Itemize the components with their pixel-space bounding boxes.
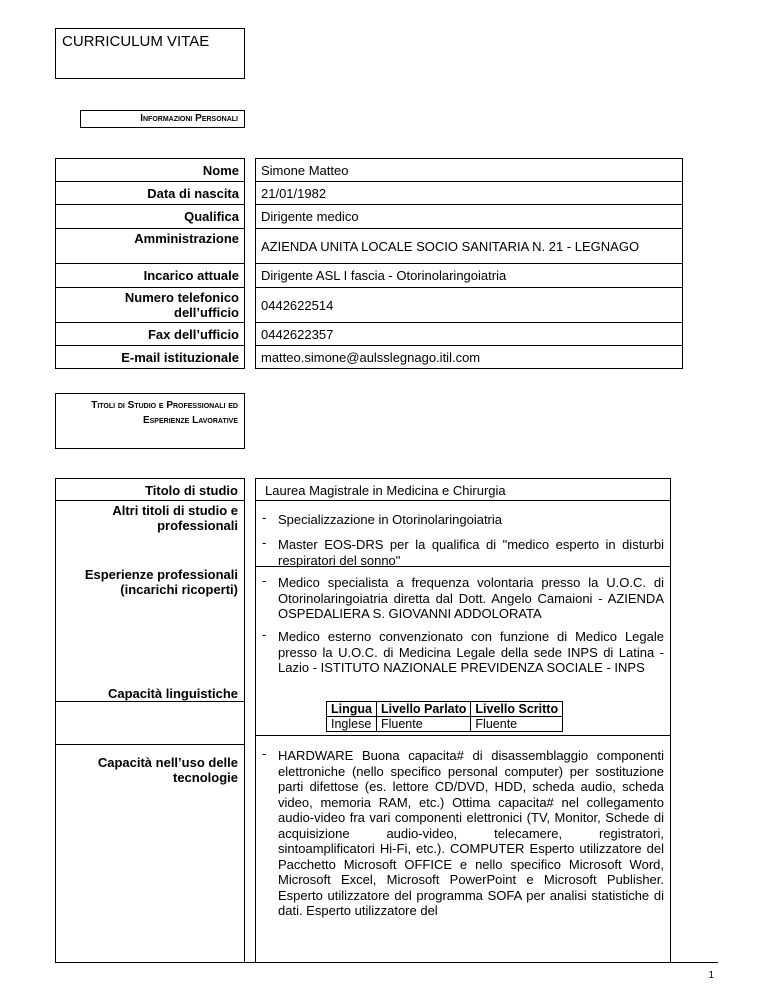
lang-header-lingua: Lingua (327, 702, 377, 717)
label-altri-titoli: Altri titoli di studio e professionali (112, 503, 238, 533)
page-number: 1 (708, 970, 714, 981)
label-fax: Fax dell’ufficio (56, 323, 245, 346)
lang-value-lingua: Inglese (327, 717, 377, 732)
label-esperienze: Esperienze professionali (incarichi ricoperti) (84, 567, 238, 597)
cv-title: CURRICULUM VITAE (62, 33, 210, 50)
label-lingue: Capacità linguistiche (107, 686, 238, 701)
label-qualifica: Qualifica (56, 205, 245, 229)
label-nome: Nome (56, 159, 245, 182)
list-item: - Specializzazione in Otorinolaringoiatria (262, 510, 503, 527)
label-incarico: Incarico attuale (56, 264, 245, 288)
table-row (327, 717, 563, 732)
list-item: - Medico esterno convenzionato con funzione di Medico Legale presso la U.O.C. di Medicina Legale della sede INPS di Latina - Lazio - ISTITUTO NAZIONALE PREVIDENZA SOCIALE - INPS (262, 627, 664, 675)
value-amministrazione: AZIENDA UNITA LOCALE SOCIO SANITARIA N. 21 - LEGNAGO (256, 229, 683, 264)
section-studies: Titoli di Studio e Professionali ed Esperienze Lavorative (55, 393, 245, 449)
table-row (56, 229, 683, 264)
lang-value-scritto: Fluente (471, 717, 563, 732)
value-nome: Simone Matteo (256, 159, 683, 182)
table-row (56, 159, 683, 182)
list-item: - Master EOS-DRS per la qualifica di "medico esperto in disturbi respiratori del sonno" (262, 535, 664, 568)
value-data-nascita: 21/01/1982 (256, 182, 683, 205)
value-email: matteo.simone@aulsslegnago.itil.com (256, 346, 683, 369)
value-titolo-studio: Laurea Magistrale in Medicina e Chirurgia (265, 483, 506, 498)
label-titolo-studio: Titolo di studio (145, 483, 238, 498)
footer-divider (55, 962, 718, 963)
list-item: - HARDWARE Buona capacita# di disassemblaggio componenti elettroniche (nello specifico personal computer) per sostituzione parti difettose (es. lettore CD/DVD, HDD, scheda audio, scheda video, memoria RAM, etc.) Ottima capacita# nel collegamento audio-video fra vari componenti elettronici (TV, Monitor, Schede di acquisizione audio-video, telecamere, registratori, sintoamplificatori Hi-Fi, etc.). COMPUTER Esperto utilizzatore del Pacchetto Microsoft OFFICE e nello specifico Microsoft Word, Microsoft Excel, Microsoft PowerPoint e Microsoft Publisher. Esperto utilizzatore del programma SOFA per analisi statistiche di dati. Esperto utilizzatore del (262, 746, 664, 918)
cv-title-box (55, 28, 245, 79)
lang-value-parlato: Fluente (376, 717, 470, 732)
value-qualifica: Dirigente medico (256, 205, 683, 229)
language-table (326, 701, 563, 732)
value-fax: 0442622357 (256, 323, 683, 346)
table-row (56, 182, 683, 205)
section-personal-info: Informazioni Personali (80, 110, 245, 128)
table-row (56, 288, 683, 323)
label-amministrazione: Amministrazione (56, 229, 245, 264)
list-item: - Medico specialista a frequenza volontaria presso la U.O.C. di Otorinolaringoiatria diretta dal Dott. Angelo Camaioni - AZIENDA OSPEDALIERA S. GIOVANNI ADDOLORATA (262, 573, 664, 621)
personal-info-table (55, 158, 683, 369)
table-row (56, 346, 683, 369)
table-row (56, 264, 683, 288)
value-telefono: 0442622514 (256, 288, 683, 323)
lang-header-scritto: Livello Scritto (471, 702, 563, 717)
value-incarico: Dirigente ASL I fascia - Otorinolaringoiatria (256, 264, 683, 288)
lang-header-parlato: Livello Parlato (376, 702, 470, 717)
table-row (56, 205, 683, 229)
studies-labels-column (55, 478, 245, 962)
table-row (327, 702, 563, 717)
table-row (56, 323, 683, 346)
label-telefono: Numero telefonico dell’ufficio (56, 288, 245, 323)
value-tecnologie: HARDWARE Buona capacita# di disassemblaggio componenti elettroniche (nello specifico personal computer) per sostituzione parti difettose (es. lettore CD/DVD, HDD, scheda audio, scheda video, memoria RAM, etc.) Ottima capacita# nel collegamento audio-video fra vari componenti elettronici (TV, Monitor, Schede di acquisizione audio-video, telecamere, registratori, sintoamplificatori Hi-Fi, etc.). COMPUTER Esperto utilizzatore del Pacchetto Microsoft OFFICE e nello specifico Microsoft Word, Microsoft Excel, Microsoft PowerPoint e Microsoft Publisher. Esperto utilizzatore del programma SOFA per analisi statistiche di dati. Esperto utilizzatore del (278, 748, 664, 918)
label-data-nascita: Data di nascita (56, 182, 245, 205)
label-tecnologie: Capacità nell’uso delle tecnologie (97, 755, 238, 785)
studies-values-column (255, 478, 671, 962)
label-email: E-mail istituzionale (56, 346, 245, 369)
